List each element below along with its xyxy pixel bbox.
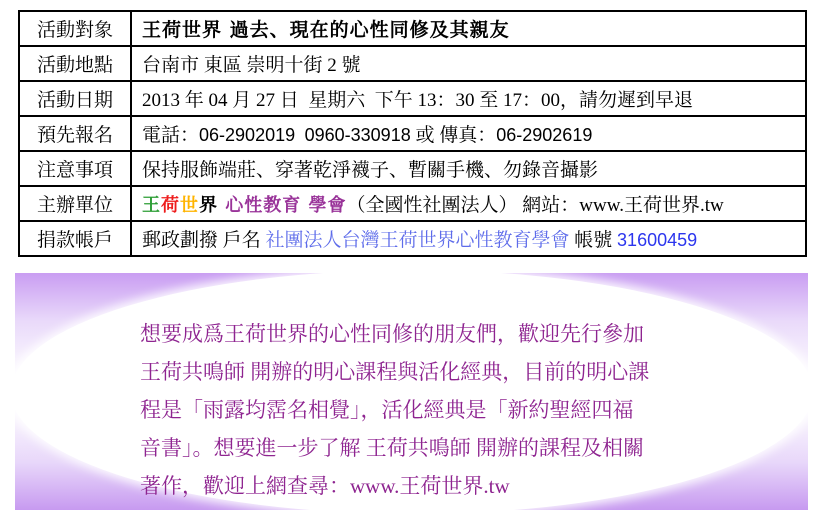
row-value-notes: 保持服飾端莊、穿著乾淨襪子、暫關手機、勿錄音攝影 bbox=[131, 151, 806, 186]
or-text: 或 bbox=[410, 125, 440, 146]
row-value-date: 2013 年 04 月 27 日 星期六 下午 13：30 至 17：00，請勿遲到早退 bbox=[131, 81, 806, 116]
org-education-society: 心性教育 學會 bbox=[218, 195, 347, 216]
phone-number-1: 06-2902019 bbox=[199, 125, 296, 145]
org-suffix-website: （全國性社團法人） 網站：www.王荷世界.tw bbox=[346, 195, 724, 216]
phone-number-2: 0960-330918 bbox=[304, 125, 411, 145]
row-label: 活動地點 bbox=[19, 46, 131, 81]
banner-line: 王荷共鳴師 開辦的明心課程與活化經典，目前的明心課 bbox=[140, 360, 650, 384]
invitation-banner bbox=[15, 273, 808, 510]
row-label: 捐款帳戶 bbox=[19, 221, 131, 256]
fax-number: 06-2902619 bbox=[496, 125, 593, 145]
table-row-notes bbox=[19, 151, 806, 186]
table-row-target-audience bbox=[19, 11, 806, 46]
row-value-registration bbox=[131, 116, 806, 151]
banner-line: 音書」。想要進一步了解 王荷共鳴師 開辦的課程及相關 bbox=[140, 436, 644, 460]
org-char-he: 荷 bbox=[161, 195, 180, 216]
banner-line: 想要成爲王荷世界的心性同修的朋友們，歡迎先行參加 bbox=[140, 322, 644, 346]
table-row-registration bbox=[19, 116, 806, 151]
row-label: 活動對象 bbox=[19, 11, 131, 46]
row-label: 注意事項 bbox=[19, 151, 131, 186]
row-value-target-audience: 王荷世界 過去、現在的心性同修及其親友 bbox=[131, 11, 806, 46]
table-row-donation-account bbox=[19, 221, 806, 256]
table-row-location bbox=[19, 46, 806, 81]
row-value-organizer bbox=[131, 186, 806, 221]
table-row-date bbox=[19, 81, 806, 116]
org-char-jie: 界 bbox=[199, 195, 218, 216]
row-value-donation bbox=[131, 221, 806, 256]
row-label: 主辦單位 bbox=[19, 186, 131, 221]
event-info-table bbox=[18, 10, 807, 257]
banner-line-website: 著作，歡迎上網查尋：www.王荷世界.tw bbox=[140, 474, 510, 498]
account-holder-name: 社團法人台灣王荷世界心性教育學會 bbox=[265, 230, 570, 251]
table-row-organizer bbox=[19, 186, 806, 221]
phone-label: 電話： bbox=[142, 125, 200, 146]
account-number: 31600459 bbox=[617, 230, 698, 250]
fax-label: 傳真： bbox=[439, 125, 497, 146]
phone-gap bbox=[295, 125, 305, 146]
org-char-shi: 世 bbox=[180, 195, 199, 216]
account-number-label: 帳號 bbox=[569, 230, 618, 251]
banner-line: 程是「雨露均霑名相覺」，活化經典是「新約聖經四福 bbox=[140, 398, 634, 422]
row-label: 活動日期 bbox=[19, 81, 131, 116]
org-char-wang: 王 bbox=[142, 195, 161, 216]
banner-invitation-text bbox=[140, 315, 710, 505]
postal-transfer-label: 郵政劃撥 戶名 bbox=[142, 230, 266, 251]
row-label: 預先報名 bbox=[19, 116, 131, 151]
row-value-location: 台南市 東區 崇明十街 2 號 bbox=[131, 46, 806, 81]
